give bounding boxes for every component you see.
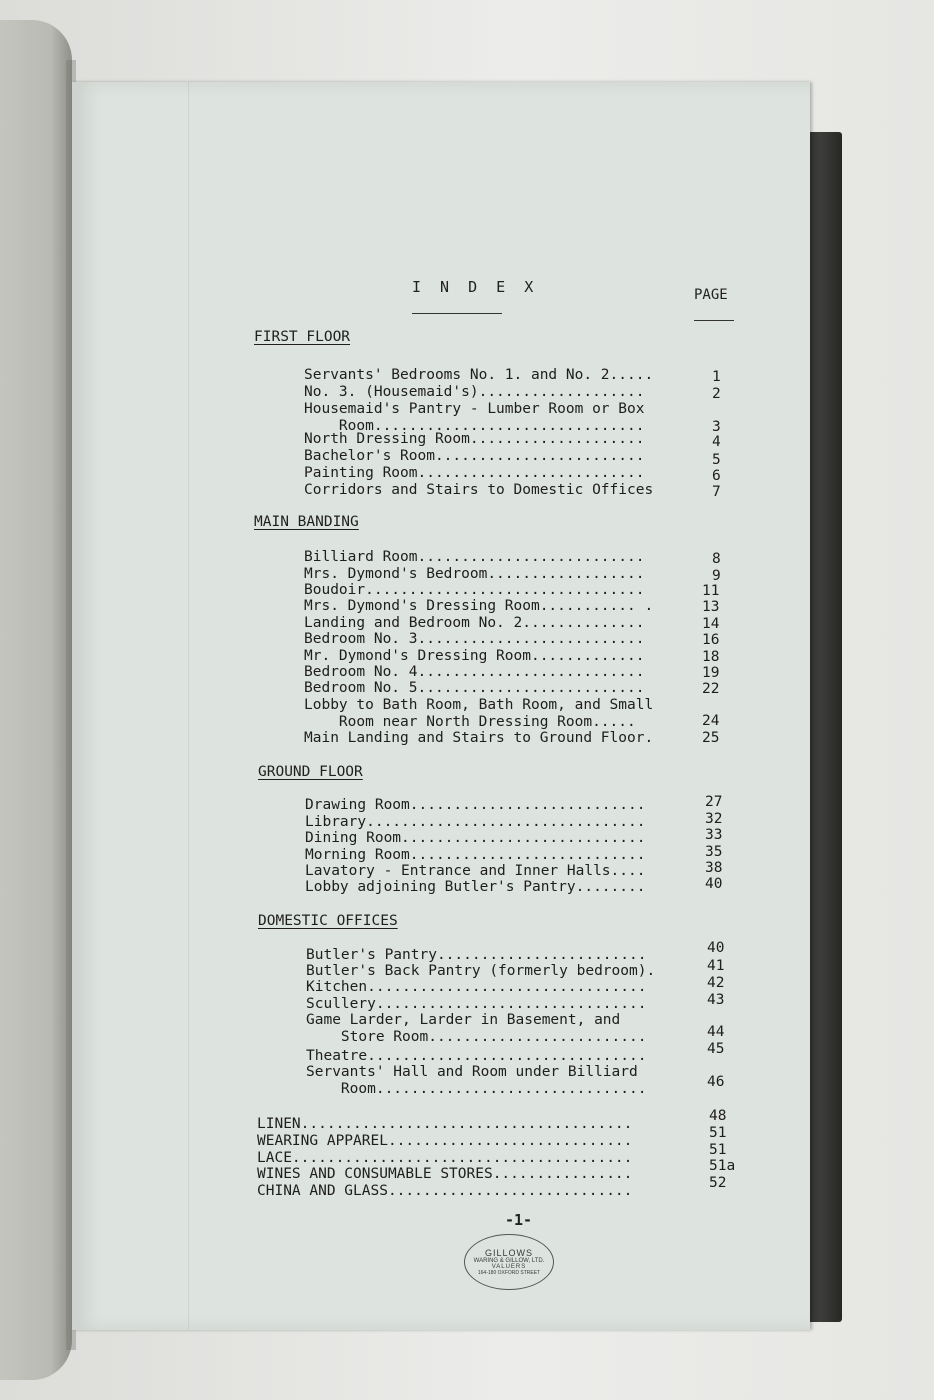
entry-page: 45	[707, 1041, 725, 1057]
page-header-underline	[694, 320, 734, 321]
entry-page: 44	[707, 1024, 725, 1040]
section-heading-first-floor: FIRST FLOOR	[254, 329, 351, 345]
stamp-line: GILLOWS	[484, 1248, 533, 1258]
entry-page: 8	[712, 551, 721, 567]
entry-page: 27	[705, 794, 723, 810]
valuers-stamp	[464, 1234, 554, 1290]
entry-page: 19	[702, 665, 720, 681]
entry-label: Main Landing and Stairs to Ground Floor.	[304, 730, 654, 746]
entry-label: Theatre................................	[306, 1048, 647, 1064]
entry-label: Drawing Room...........................	[305, 797, 646, 813]
entry-page: 42	[707, 975, 725, 991]
entry-label: Landing and Bedroom No. 2..............	[304, 615, 645, 631]
entry-label: Morning Room...........................	[305, 847, 646, 863]
entry-label: Housemaid's Pantry - Lumber Room or Box Room...............................	[304, 401, 645, 434]
entry-label: North Dressing Room....................	[304, 431, 645, 447]
entry-page: 22	[702, 681, 720, 697]
entry-page: 14	[702, 616, 720, 632]
entry-label: WINES AND CONSUMABLE STORES................	[257, 1166, 633, 1182]
entry-label: WEARING APPAREL............................	[257, 1133, 633, 1149]
entry-label: Kitchen................................	[306, 979, 647, 995]
page-number: -1-	[505, 1211, 533, 1229]
entry-label: Bedroom No. 5..........................	[304, 680, 645, 696]
entry-label: Painting Room..........................	[304, 465, 645, 481]
stamp-line: VALUERS	[491, 1264, 527, 1270]
entry-label: No. 3. (Housemaid's)...................	[304, 384, 645, 400]
entry-label: Servants' Hall and Room under Billiard Room...............................	[306, 1064, 647, 1097]
entry-label: Butler's Pantry........................	[306, 947, 647, 963]
entry-label: Library................................	[305, 814, 646, 830]
entry-page: 35	[705, 844, 723, 860]
entry-page: 16	[702, 632, 720, 648]
entry-page: 1	[712, 369, 721, 385]
entry-label: Bedroom No. 4..........................	[304, 664, 645, 680]
left-page-edge	[0, 20, 72, 1380]
entry-page: 38	[705, 860, 723, 876]
stamp-line: 164-180 OXFORD STREET	[477, 1270, 541, 1276]
section-heading-ground-floor: GROUND FLOOR	[258, 764, 363, 780]
entry-page: 13	[702, 599, 720, 615]
entry-label: Mrs. Dymond's Bedroom..................	[304, 566, 645, 582]
entry-page: 51	[709, 1142, 727, 1158]
entry-label: Lobby to Bath Room, Bath Room, and Small Room near North Dressing Room.....	[304, 697, 654, 730]
section-heading-domestic-offices: DOMESTIC OFFICES	[258, 913, 398, 929]
gutter-line	[188, 82, 189, 1330]
stamp-line: WARING & GILLOW, LTD.	[473, 1258, 545, 1264]
entry-label: Boudoir................................	[304, 582, 645, 598]
entry-label: Lavatory - Entrance and Inner Halls....	[305, 863, 646, 879]
entry-label: Billiard Room..........................	[304, 549, 645, 565]
entry-label: Game Larder, Larder in Basement, and Store Room.........................	[306, 1012, 647, 1045]
entry-page: 32	[705, 811, 723, 827]
entry-page: 51a	[709, 1158, 736, 1174]
entry-label: CHINA AND GLASS............................	[257, 1183, 633, 1199]
entry-page: 46	[707, 1074, 725, 1090]
page-column-header: PAGE	[694, 287, 728, 303]
entry-page: 2	[712, 386, 721, 402]
entry-page: 3	[712, 419, 721, 435]
entry-page: 18	[702, 649, 720, 665]
entry-label: LINEN......................................	[257, 1116, 633, 1132]
entry-page: 25	[702, 730, 720, 746]
page-title: I N D E X	[412, 278, 539, 296]
entry-page: 41	[707, 958, 725, 974]
entry-page: 24	[702, 713, 720, 729]
entry-label: Mrs. Dymond's Dressing Room........... .	[304, 598, 654, 614]
entry-label: Butler's Back Pantry (formerly bedroom).	[306, 963, 656, 979]
entry-label: Servants' Bedrooms No. 1. and No. 2.....	[304, 367, 654, 383]
entry-label: Scullery...............................	[306, 996, 647, 1012]
entry-page: 9	[712, 568, 721, 584]
entry-label: LACE.......................................	[257, 1150, 633, 1166]
entry-page: 33	[705, 827, 723, 843]
entry-page: 40	[707, 940, 725, 956]
entry-label: Lobby adjoining Butler's Pantry........	[305, 879, 646, 895]
entry-label: Bedroom No. 3..........................	[304, 631, 645, 647]
entry-page: 4	[712, 434, 721, 450]
entry-page: 11	[702, 583, 720, 599]
entry-page: 52	[709, 1175, 727, 1191]
entry-page: 43	[707, 992, 725, 1008]
entry-label: Bachelor's Room........................	[304, 448, 645, 464]
title-underline	[412, 313, 502, 314]
entry-page: 48	[709, 1108, 727, 1124]
entry-page: 7	[712, 484, 721, 500]
entry-page: 51	[709, 1125, 727, 1141]
entry-label: Mr. Dymond's Dressing Room.............	[304, 648, 645, 664]
entry-page: 5	[712, 452, 721, 468]
section-heading-main-banding: MAIN BANDING	[254, 514, 359, 530]
entry-label: Dining Room............................	[305, 830, 646, 846]
entry-page: 6	[712, 468, 721, 484]
entry-page: 40	[705, 876, 723, 892]
entry-label: Corridors and Stairs to Domestic Offices	[304, 482, 654, 498]
